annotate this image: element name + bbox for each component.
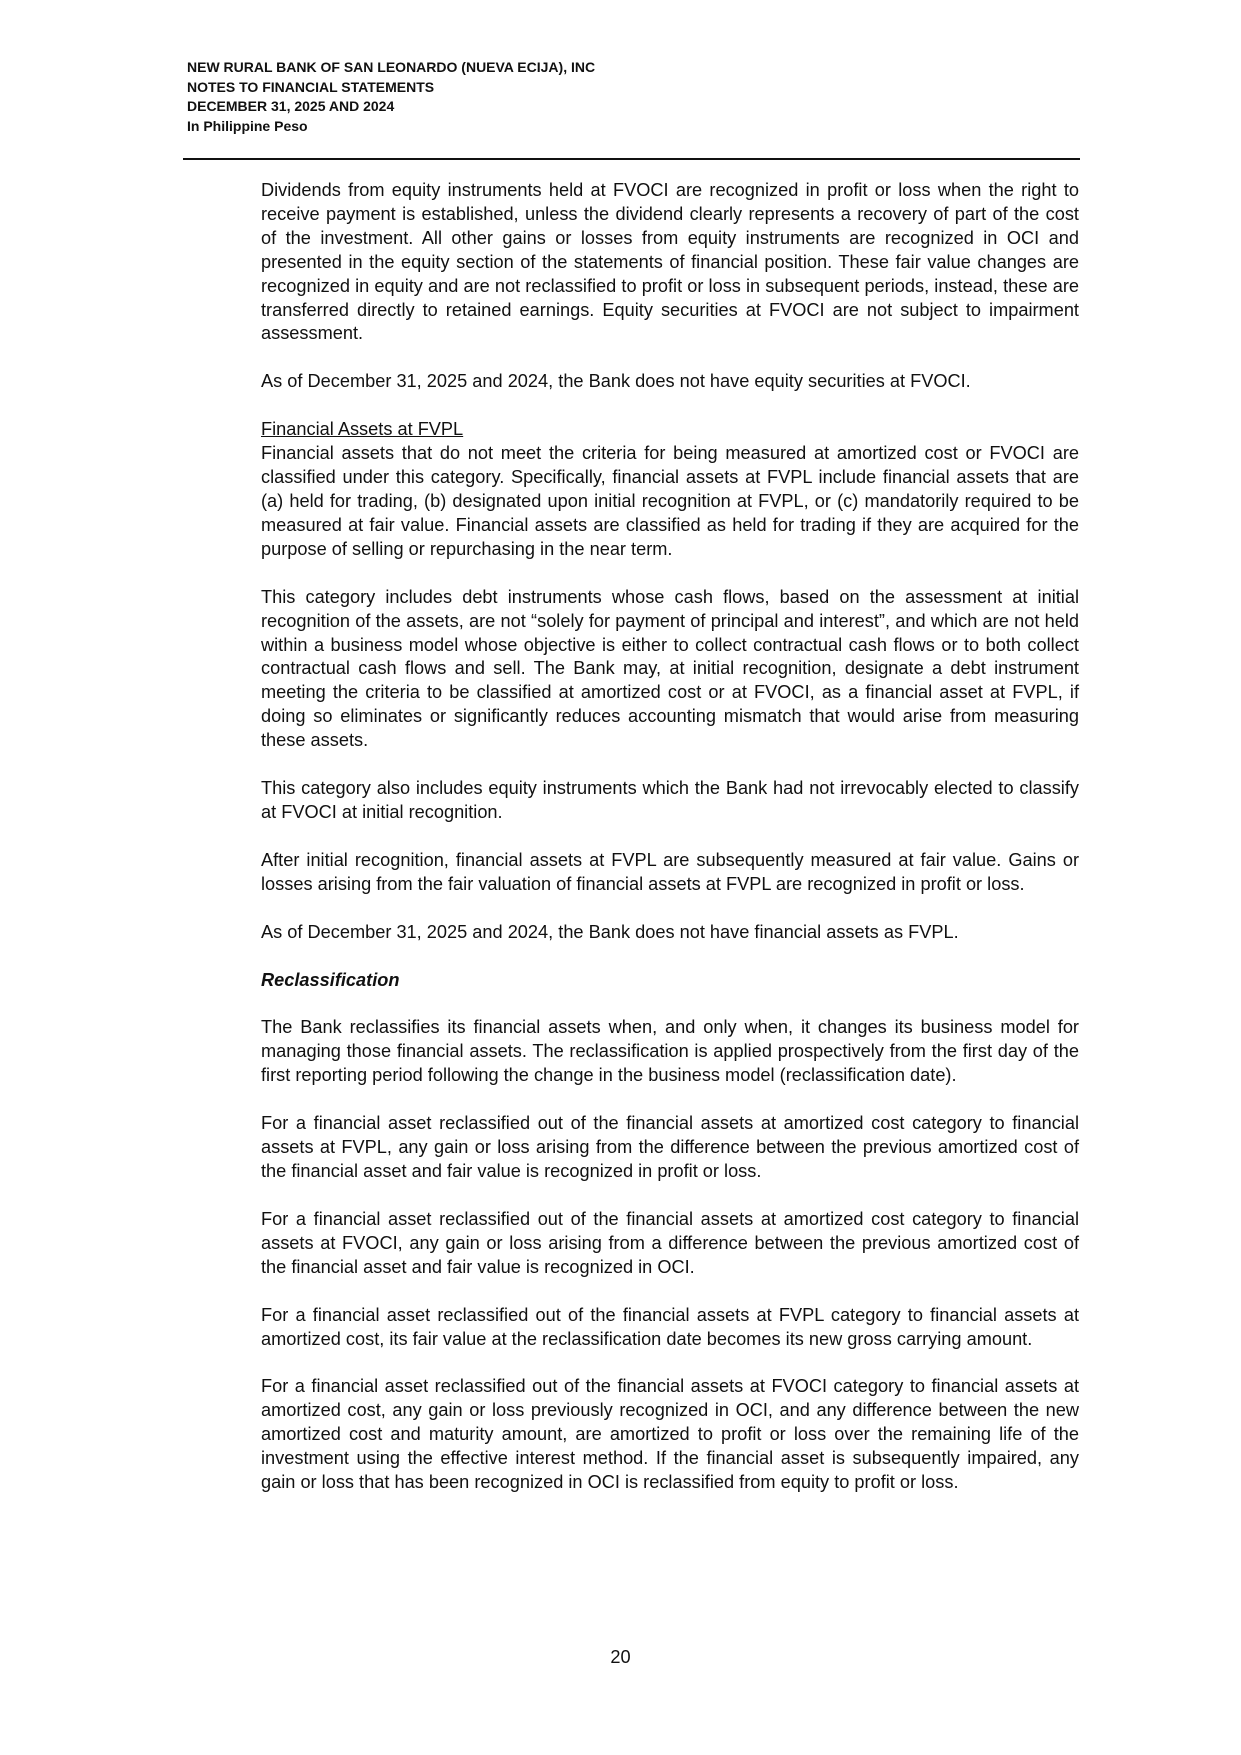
- document-title: NOTES TO FINANCIAL STATEMENTS: [187, 78, 435, 95]
- paragraph-fvpl-debt-instruments: This category includes debt instruments whose cash flows, based on the assessment at initial recognition of the assets, are not “solely for payment of principal and interest”, and which are not held within a business model whose objective is either to collect contractual cash flows or to both collect contractual cash flows and sell. The Bank may, at initial recognition, designate a debt instrument meeting the criteria to be classified at amortized cost or at FVOCI, as a financial asset at FVPL, if doing so eliminates or significantly reduces accounting mismatch that would arise from measuring these assets.: [261, 586, 1079, 751]
- paragraph-fvoci-dividends: Dividends from equity instruments held at FVOCI are recognized in profit or loss when the right to receive payment is established, unless the dividend clearly represents a recovery of part of the cost of the investment. All other gains or losses from equity instruments are recognized in OCI and presented in the equity section of the statements of financial position. These fair value changes are recognized in equity and are not reclassified to profit or loss in subsequent periods, instead, these are transferred directly to retained earnings. Equity securities at FVOCI are not subject to impairment assessment.: [261, 180, 1079, 344]
- paragraph-fvpl-status: As of December 31, 2025 and 2024, the Bank does not have financial assets as FVPL.: [261, 921, 959, 942]
- paragraph-fvoci-to-amortized: For a financial asset reclassified out of the financial assets at FVOCI category to financial assets at amortized cost, any gain or loss previously recognized in OCI, and any difference between the new amortized cost and maturity amount, are amortized to profit or loss over the remaining life of the investment using the effective interest method. If the financial asset is subsequently impaired, any gain or loss that has been recognized in OCI is reclassified from equity to profit or loss.: [261, 1376, 1079, 1493]
- section-title-reclassification: Reclassification: [261, 969, 400, 990]
- paragraph-reclassification-policy: The Bank reclassifies its financial assets when, and only when, it changes its business model for managing those financial assets. The reclassification is applied prospectively from the first day of the first reporting period following the change in the business model (reclassification date).: [261, 1017, 1079, 1086]
- subheading-fvpl: Financial Assets at FVPL: [261, 419, 464, 440]
- reporting-period: DECEMBER 31, 2025 AND 2024: [187, 98, 395, 114]
- paragraph-amortized-to-fvoci: For a financial asset reclassified out of the financial assets at amortized cost category to financial assets at FVOCI, any gain or loss arising from a difference between the previous amortized cost of the financial asset and fair value is recognized in OCI.: [261, 1208, 1079, 1277]
- company-name: NEW RURAL BANK OF SAN LEONARDO (NUEVA ECIJA), INC: [187, 59, 596, 75]
- currency-note: In Philippine Peso: [187, 117, 308, 134]
- paragraph-amortized-to-fvpl: For a financial asset reclassified out of the financial assets at amortized cost category to financial assets at FVPL, any gain or loss arising from the difference between the previous amortized cost of the financial asset and fair value is recognized in profit or loss.: [261, 1113, 1079, 1181]
- header-divider: [183, 158, 1080, 160]
- paragraph-fvpl-measurement: After initial recognition, financial assets at FVPL are subsequently measured at fair value. Gains or losses arising from the fair valuation of financial assets at FVPL are recognized in profit or loss.: [261, 849, 1079, 894]
- page-number: 20: [610, 1647, 631, 1667]
- paragraph-fvpl-to-amortized: For a financial asset reclassified out of the financial assets at FVPL category to financial assets at amortized cost, its fair value at the reclassification date becomes its new gross carrying amount.: [261, 1304, 1079, 1349]
- paragraph-fvpl-equity-instruments: This category also includes equity instruments which the Bank had not irrevocably elected to classify at FVOCI at initial recognition.: [261, 778, 1079, 822]
- paragraph-fvoci-status: As of December 31, 2025 and 2024, the Bank does not have equity securities at FVOCI.: [261, 371, 971, 392]
- document-header: [187, 58, 595, 136]
- paragraph-fvpl-definition: Financial assets that do not meet the criteria for being measured at amortized cost or FVOCI are classified under this category. Specifically, financial assets at FVPL include financial assets that are (a) held for trading, (b) designated upon initial recognition at FVPL, or (c) mandatorily required to be measured at fair value. Financial assets are classified as held for trading if they are acquired for the purpose of selling or repurchasing in the near term.: [261, 443, 1079, 559]
- notes-body: [261, 179, 1079, 1519]
